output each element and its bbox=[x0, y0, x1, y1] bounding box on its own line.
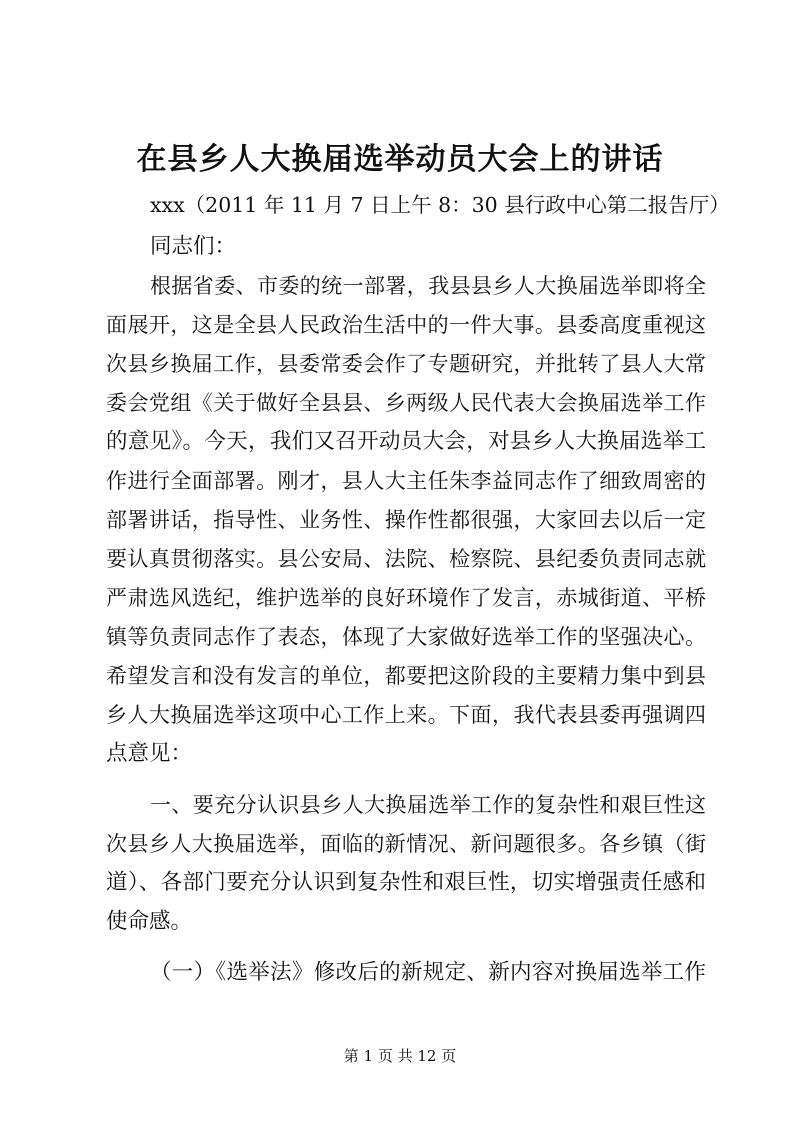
paragraph-line: 要认真贯彻落实。县公安局、法院、检察院、县纪委负责同志就 bbox=[106, 547, 706, 571]
paragraph-line: 根据省委、市委的统一部署，我县县乡人大换届选举即将全 bbox=[150, 274, 706, 298]
paragraph-line: 次县乡换届工作，县委常委会作了专题研究，并批转了县人大常 bbox=[106, 352, 706, 376]
paragraph-line: 道）、各部门要充分认识到复杂性和艰巨性，切实增强责任感和 bbox=[106, 870, 706, 895]
document-title: 在县乡人大换届选举动员大会上的讲话 bbox=[136, 142, 664, 177]
paragraph-line: 点意见： bbox=[106, 741, 193, 766]
paragraph-line: 委会党组《关于做好全县县、乡两级人民代表大会换届选举工作 bbox=[106, 391, 706, 415]
paragraph-line: 希望发言和没有发言的单位，都要把这阶段的主要精力集中到县 bbox=[106, 664, 706, 688]
paragraph-line: 次县乡人大换届选举，面临的新情况、新问题很多。各乡镇（街 bbox=[106, 832, 706, 856]
speaker-line: xxx（2011 年 11 月 7 日上午 8：30 县行政中心第二报告厅） bbox=[150, 193, 730, 217]
paragraph-line: 作进行全面部署。刚才，县人大主任朱李益同志作了细致周密的 bbox=[106, 469, 706, 493]
subsection-heading-line: （一）《选举法》修改后的新规定、新内容对换届选举工作 bbox=[150, 960, 706, 985]
paragraph-line: 严肃选风选纪，维护选举的良好环境作了发言，赤城街道、平桥 bbox=[106, 586, 706, 610]
salutation-line: 同志们： bbox=[150, 234, 237, 259]
paragraph-line: 镇等负责同志作了表态，体现了大家做好选举工作的坚强决心。 bbox=[106, 625, 706, 649]
paragraph-line: 的意见》。今天，我们又召开动员大会，对县乡人大换届选举工 bbox=[106, 429, 706, 454]
paragraph-line: 面展开，这是全县人民政治生活中的一件大事。县委高度重视这 bbox=[106, 313, 706, 337]
paragraph-line: 部署讲话，指导性、业务性、操作性都很强，大家回去以后一定 bbox=[106, 508, 706, 532]
paragraph-line: 乡人大换届选举这项中心工作上来。下面，我代表县委再强调四 bbox=[106, 703, 706, 727]
page-number-footer: 第 1 页 共 12 页 bbox=[343, 1047, 457, 1065]
paragraph-line: 使命感。 bbox=[106, 909, 193, 934]
section-heading-line: 一、要充分认识县乡人大换届选举工作的复杂性和艰巨性这 bbox=[150, 793, 706, 817]
